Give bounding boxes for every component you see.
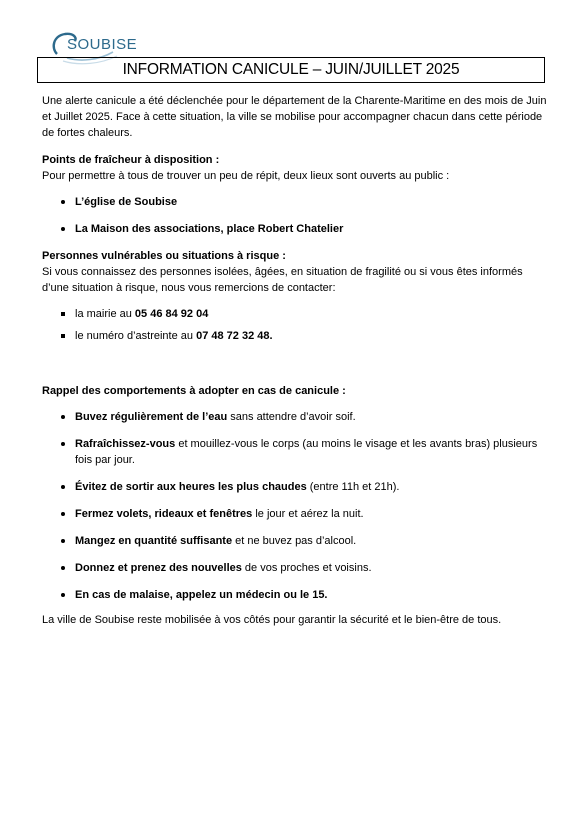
item-bold: Évitez de sortir aux heures les plus chaudes bbox=[75, 481, 307, 493]
item-rest: de vos proches et voisins. bbox=[241, 562, 372, 574]
list-item: L’église de Soubise bbox=[42, 194, 548, 210]
phone-number: 05 46 84 92 04 bbox=[134, 308, 209, 320]
vulnerables-heading: Personnes vulnérables ou situations à risque : bbox=[42, 250, 286, 262]
list-item bbox=[42, 409, 548, 425]
document-body bbox=[42, 93, 548, 628]
item-bold: Rafraîchissez-vous bbox=[75, 438, 176, 450]
item-bold: Fermez volets, rideaux et fenêtres bbox=[75, 508, 253, 520]
item-bold: En cas de malaise, appelez un médecin ou le 15. bbox=[75, 589, 328, 601]
title-box bbox=[37, 57, 545, 83]
contact-suffix: . bbox=[269, 330, 273, 342]
list-item bbox=[42, 479, 548, 495]
rappel-list bbox=[42, 409, 548, 603]
list-item bbox=[42, 306, 548, 322]
item-rest: sans attendre d’avoir soif. bbox=[227, 411, 356, 423]
list-item bbox=[42, 587, 548, 603]
contact-label: le numéro d’astreinte au bbox=[75, 330, 197, 342]
rappel-heading: Rappel des comportements à adopter en cas de canicule : bbox=[42, 385, 346, 397]
item-rest: le jour et aérez la nuit. bbox=[252, 508, 364, 520]
list-item bbox=[42, 560, 548, 576]
item-bold: Buvez régulièrement de l’eau bbox=[75, 411, 228, 423]
item-rest: et ne buvez pas d’alcool. bbox=[232, 535, 357, 547]
page-title: INFORMATION CANICULE – JUIN/JUILLET 2025 bbox=[122, 61, 460, 78]
list-item bbox=[42, 328, 548, 344]
contacts-list bbox=[42, 306, 548, 344]
item-bold: Donnez et prenez des nouvelles bbox=[75, 562, 242, 574]
places-list bbox=[42, 194, 548, 237]
phone-number: 07 48 72 32 48 bbox=[196, 330, 270, 342]
item-rest: et mouillez-vous le corps (au moins le visage et les avants bras) plusieurs fois par jour. bbox=[75, 438, 538, 466]
list-item bbox=[42, 436, 548, 468]
item-bold: Mangez en quantité suffisante bbox=[75, 535, 233, 547]
logo-text: SOUBISE bbox=[67, 36, 138, 53]
item-rest: (entre 11h et 21h). bbox=[306, 481, 400, 493]
list-item bbox=[42, 506, 548, 522]
list-item: La Maison des associations, place Robert Chatelier bbox=[42, 221, 548, 237]
list-item bbox=[42, 533, 548, 549]
vulnerables-text: Si vous connaissez des personnes isolées, âgées, en situation de fragilité ou si vous êtes informés d’une situation à risque, nous vous remercions de contacter: bbox=[42, 266, 523, 294]
fraicheur-heading: Points de fraîcheur à disposition : bbox=[42, 154, 220, 166]
intro-paragraph: Une alerte canicule a été déclenchée pour le département de la Charente-Maritime en des mois de Juin et Juillet 2025. Face à cette situation, la ville se mobilise pour accompagner chacun dans cette période de fortes chaleurs. bbox=[42, 95, 547, 139]
fraicheur-text: Pour permettre à tous de trouver un peu de répit, deux lieux sont ouverts au public : bbox=[42, 170, 450, 182]
closing-paragraph: La ville de Soubise reste mobilisée à vos côtés pour garantir la sécurité et le bien-être de tous. bbox=[42, 614, 502, 626]
contact-label: la mairie au bbox=[75, 308, 135, 320]
